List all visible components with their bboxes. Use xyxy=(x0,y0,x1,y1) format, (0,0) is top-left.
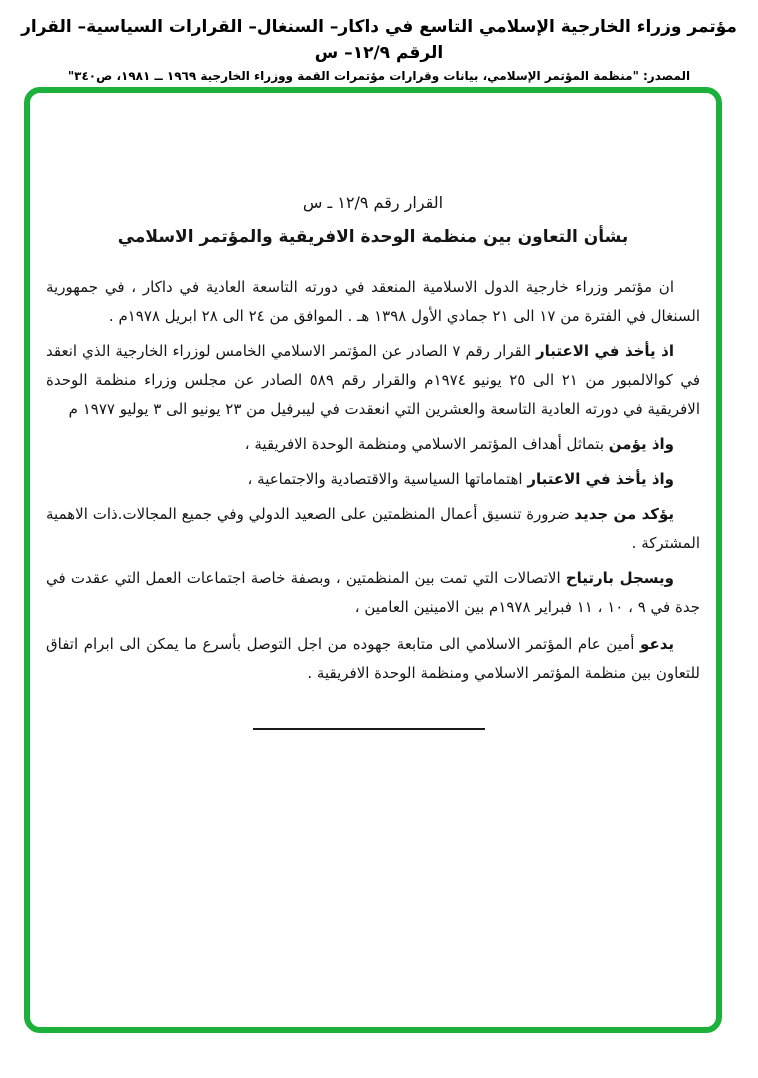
document-title: بشأن التعاون بين منظمة الوحدة الافريقية والمؤتمر الاسلامي xyxy=(117,227,629,247)
header-title: مؤتمر وزراء الخارجية الإسلامي التاسع في داكار– السنغال– القرارات السياسية– القرار الرقم ١٢/٩– س xyxy=(21,17,737,63)
document-frame xyxy=(24,87,722,1033)
paragraph-text: ضرورة تنسيق أعمال المنظمتين على الصعيد الدولي وفي جميع المجالات.ذات الاهمية المشتركة . xyxy=(46,505,700,552)
paragraph-invites xyxy=(46,630,700,688)
header-source-line: المصدر: "منظمة المؤتمر الإسلامي، بيانات وقرارات مؤتمرات القمة ووزراء الخارجية ١٩٦٩ ــ ١٩٨١، ص٣٤٠" xyxy=(67,69,691,83)
paragraph-text: ان مؤتمر وزراء خارجية الدول الاسلامية المنعقد في دورته التاسعة العادية في داكار ، في جمهورية السنغال في الفترة من ١٧ الى ٢١ جمادي الأول ١٣٩٨ هـ . الموافق من ٢٤ الى ٢٨ ابريل ١٩٧٨م . xyxy=(46,278,700,325)
paragraph-taking-into-account xyxy=(46,465,700,494)
document-body xyxy=(30,93,716,1027)
paragraph-text: الاتصالات التي تمت بين المنظمتين ، وبصفة خاصة اجتماعات العمل التي عقدت في جدة في ٩ ، ١٠ ، ١١ فبراير ١٩٧٨م بين الامينين العامين ، xyxy=(46,569,700,616)
paragraph-lead: واذ يؤمن xyxy=(608,435,674,453)
paragraph-lead: واذ يأخذ في الاعتبار xyxy=(527,470,674,488)
resolution-number: القرار رقم ١٢/٩ ـ س xyxy=(302,193,444,212)
page-header xyxy=(0,14,758,83)
footer-divider-line xyxy=(253,728,485,730)
paragraph-reaffirms xyxy=(46,500,700,558)
paragraph-lead: يؤكد من جديد xyxy=(574,505,674,523)
paragraph-preamble xyxy=(46,273,700,331)
paragraph-notes-with-satisfaction xyxy=(46,564,700,622)
paragraph-lead: اذ يأخذ في الاعتبار xyxy=(535,342,674,360)
paragraph-lead: يدعو xyxy=(640,635,674,653)
paragraph-believing xyxy=(46,430,700,459)
paragraph-text: القرار رقم ٧ الصادر عن المؤتمر الاسلامي الخامس لوزراء الخارجية الذي انعقد في كوالالمبور من ٢١ الى ٢٥ يونيو ١٩٧٤م والقرار رقم ٥٨٩ الصادر عن مجلس وزراء منظمة الوحدة الافريقية في دورته العادية التاسعة والعشرين التي انعقدت في ليبرفيل من ٢٣ يونيو الى ٣ يوليو ١٩٧٧ م xyxy=(46,342,700,418)
paragraph-text: أمين عام المؤتمر الاسلامي الى متابعة جهوده من اجل التوصل بأسرع ما يمكن الى ابرام اتفاق للتعاون بين منظمة المؤتمر الاسلامي ومنظمة الوحدة الافريقية . xyxy=(46,635,700,682)
paragraph-considering xyxy=(46,337,700,424)
paragraph-text: اهتماماتها السياسية والاقتصادية والاجتماعية ، xyxy=(247,470,528,488)
paragraph-text: بتماثل أهداف المؤتمر الاسلامي ومنظمة الوحدة الافريقية ، xyxy=(244,435,609,453)
paragraph-lead: ويسجل بارتياح xyxy=(565,569,674,587)
